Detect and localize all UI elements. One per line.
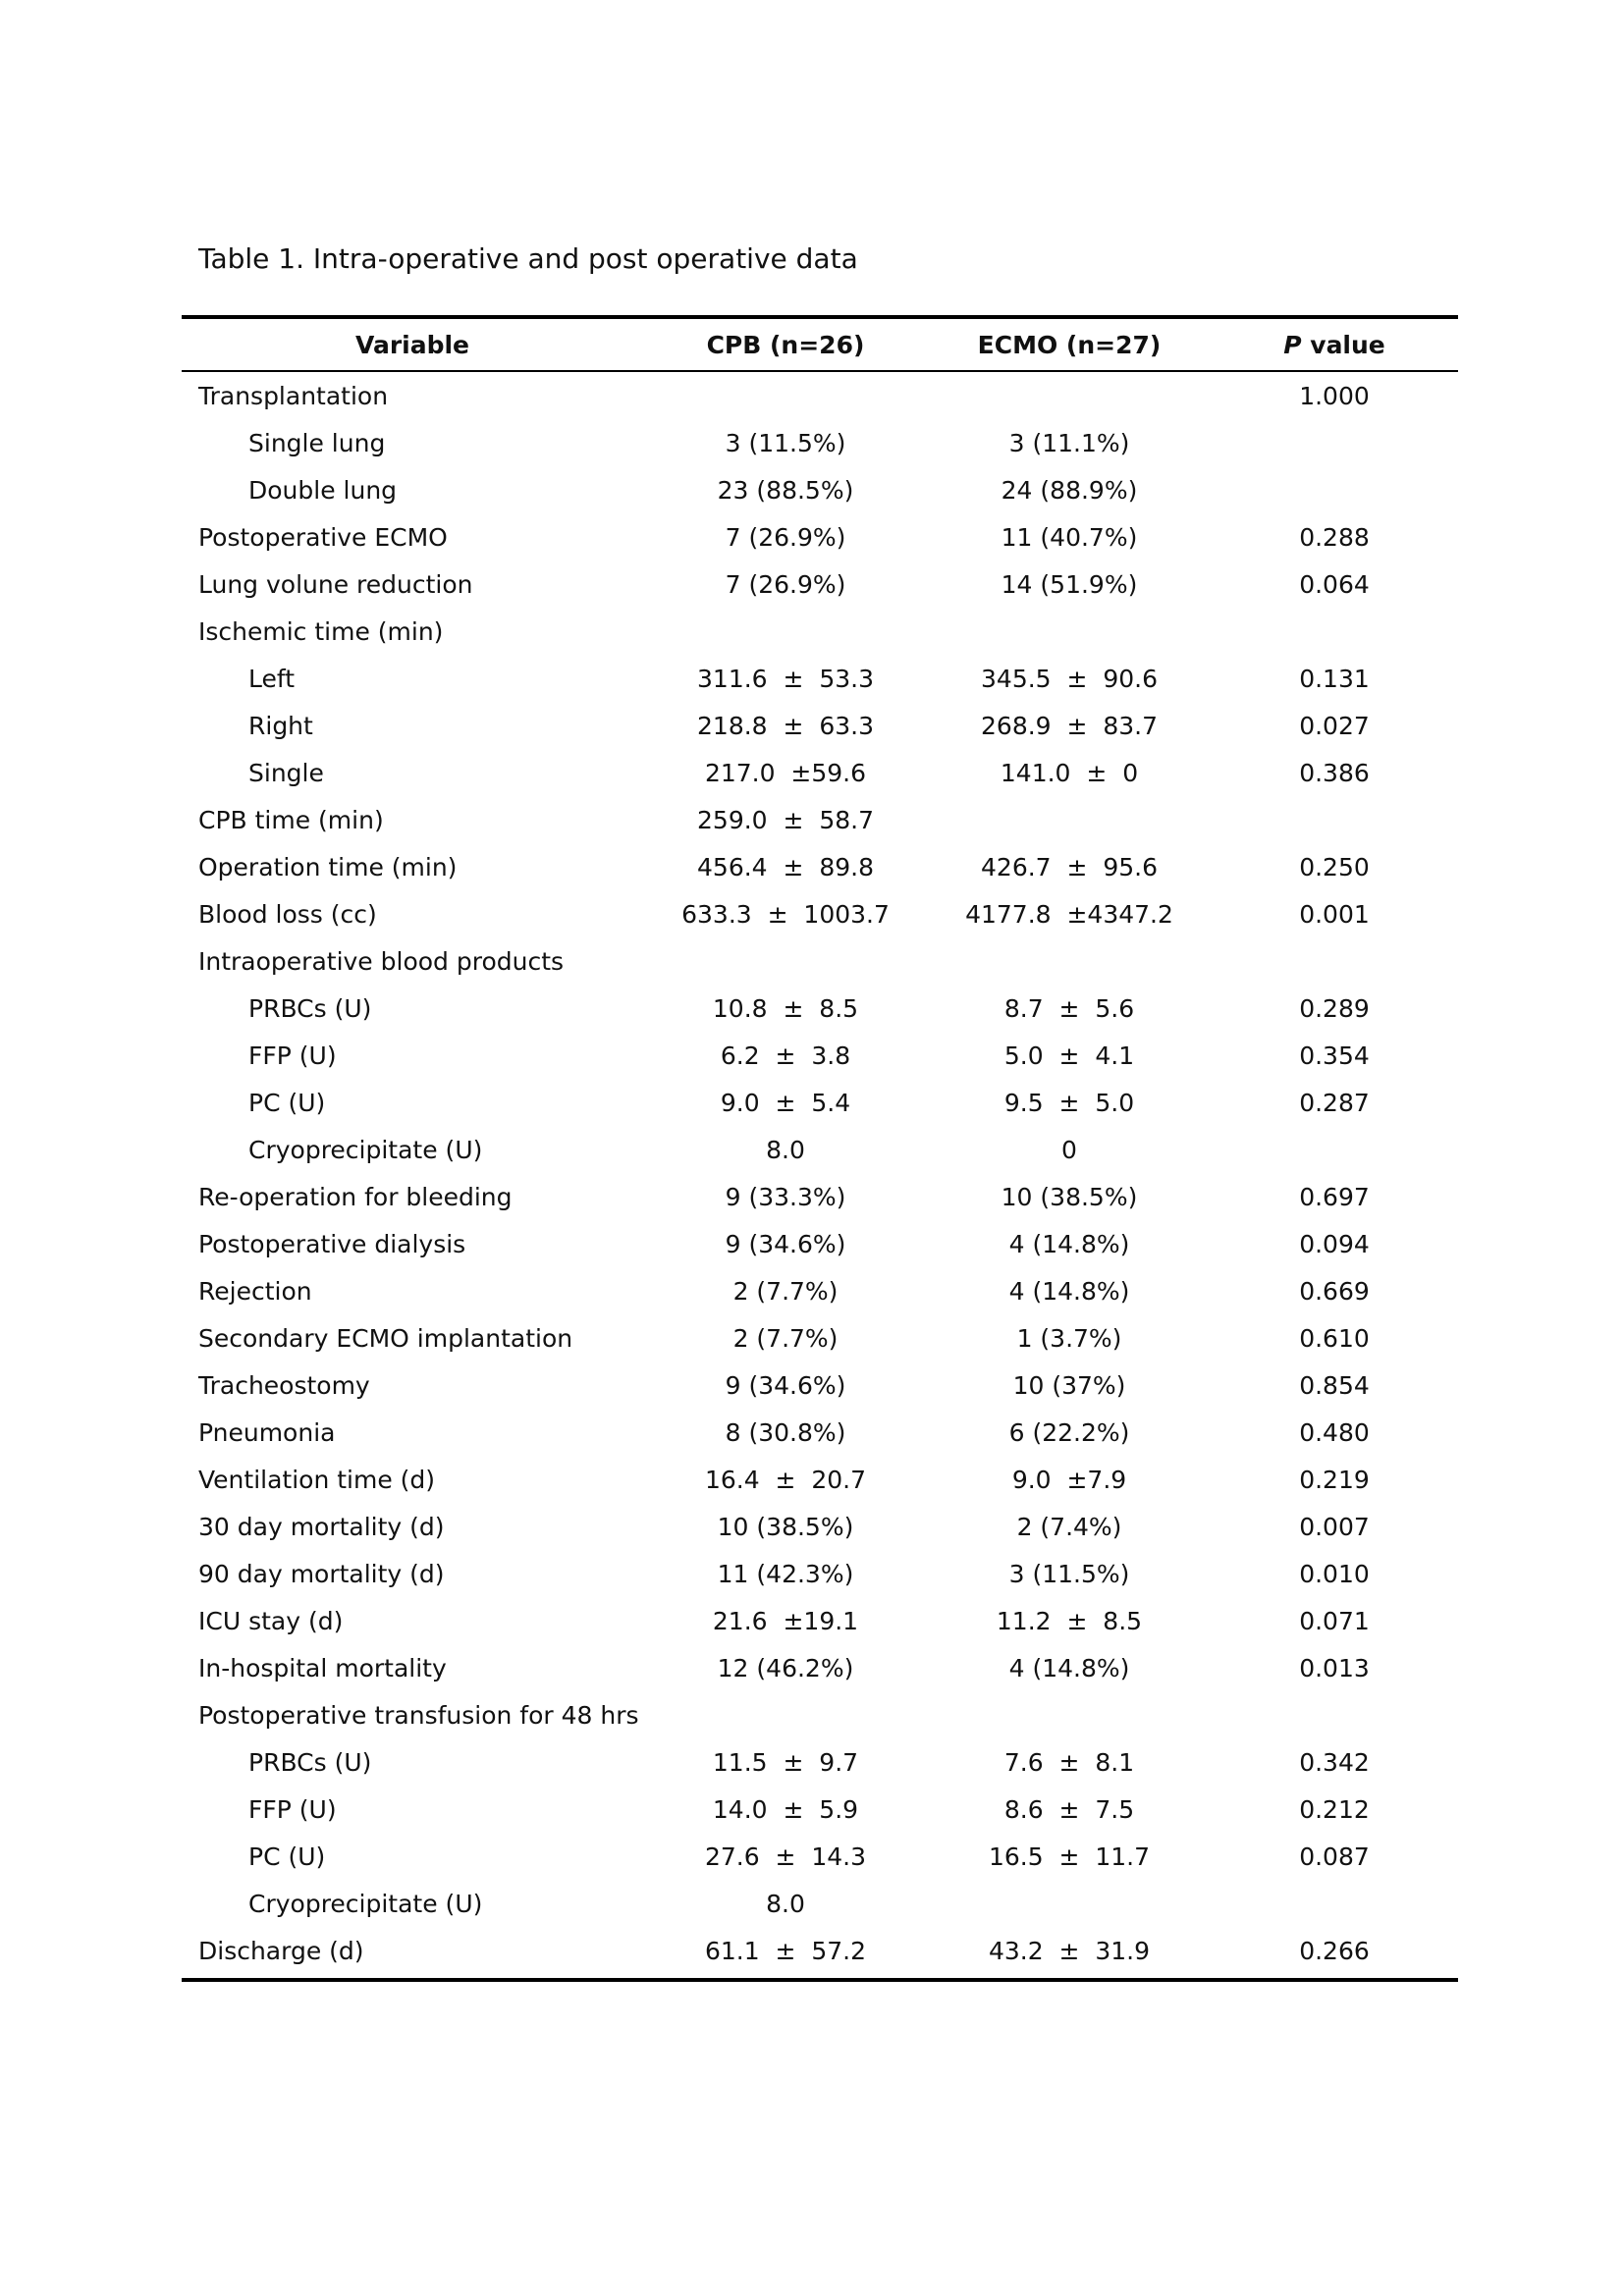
cell-variable: Right xyxy=(248,711,313,740)
table-row xyxy=(182,655,1458,702)
cell-variable: 30 day mortality (d) xyxy=(198,1512,445,1541)
table-row xyxy=(182,1503,1458,1550)
cell-variable: Single xyxy=(248,758,324,787)
table-row xyxy=(182,1314,1458,1362)
cell-cpb: 11 (42.3%) xyxy=(717,1559,854,1588)
cell-cpb: 9.0 ± 5.4 xyxy=(720,1088,851,1117)
cell-ecmo: 10 (38.5%) xyxy=(1001,1182,1138,1211)
cell-variable: CPB time (min) xyxy=(198,805,384,834)
table-row xyxy=(182,1126,1458,1173)
cell-cpb: 7 (26.9%) xyxy=(725,522,846,552)
table-row xyxy=(182,1032,1458,1079)
cell-p-value: 0.697 xyxy=(1299,1182,1370,1211)
table-row xyxy=(182,702,1458,749)
cell-p-value: 0.013 xyxy=(1299,1653,1370,1682)
cell-cpb: 23 (88.5%) xyxy=(717,475,854,505)
cell-ecmo: 3 (11.5%) xyxy=(1008,1559,1130,1588)
table-row xyxy=(182,749,1458,796)
table-row xyxy=(182,937,1458,985)
cell-p-value: 0.071 xyxy=(1299,1606,1370,1635)
cell-variable: Ventilation time (d) xyxy=(198,1465,436,1494)
table-row xyxy=(182,419,1458,466)
cell-variable: Operation time (min) xyxy=(198,852,458,881)
table-row xyxy=(182,1550,1458,1597)
cell-p-value: 0.027 xyxy=(1299,711,1370,740)
table-row xyxy=(182,1079,1458,1126)
cell-p-value: 0.007 xyxy=(1299,1512,1370,1541)
cell-cpb: 8 (30.8%) xyxy=(725,1417,846,1447)
cell-cpb: 8.0 xyxy=(766,1135,805,1164)
cell-cpb: 218.8 ± 63.3 xyxy=(697,711,874,740)
cell-cpb: 10.8 ± 8.5 xyxy=(712,993,859,1023)
cell-p-value: 0.289 xyxy=(1299,993,1370,1023)
cell-variable: Cryoprecipitate (U) xyxy=(248,1135,483,1164)
cell-ecmo: 4 (14.8%) xyxy=(1008,1229,1130,1258)
table-row xyxy=(182,1173,1458,1220)
cell-cpb: 9 (34.6%) xyxy=(725,1370,846,1400)
cell-ecmo: 7.6 ± 8.1 xyxy=(1003,1747,1135,1777)
cell-variable: 90 day mortality (d) xyxy=(198,1559,445,1588)
cell-p-value: 0.001 xyxy=(1299,899,1370,929)
cell-variable: Transplantation xyxy=(198,381,389,410)
cell-ecmo: 16.5 ± 11.7 xyxy=(988,1842,1151,1871)
table-row xyxy=(182,466,1458,513)
cell-ecmo: 4 (14.8%) xyxy=(1008,1276,1130,1306)
cell-cpb: 10 (38.5%) xyxy=(717,1512,854,1541)
table-row xyxy=(182,1267,1458,1314)
cell-cpb: 8.0 xyxy=(766,1889,805,1918)
cell-cpb: 217.0 ±59.6 xyxy=(704,758,867,787)
cell-ecmo: 5.0 ± 4.1 xyxy=(1003,1041,1135,1070)
cell-ecmo: 141.0 ± 0 xyxy=(1000,758,1139,787)
table-body xyxy=(182,372,1458,1978)
cell-ecmo: 8.7 ± 5.6 xyxy=(1003,993,1135,1023)
cell-ecmo: 9.5 ± 5.0 xyxy=(1003,1088,1135,1117)
cell-ecmo: 8.6 ± 7.5 xyxy=(1003,1794,1135,1824)
table-header-row xyxy=(182,319,1458,372)
cell-p-value: 0.386 xyxy=(1299,758,1370,787)
cell-variable: Re-operation for bleeding xyxy=(198,1182,513,1211)
cell-ecmo: 14 (51.9%) xyxy=(1001,569,1138,599)
cell-cpb: 11.5 ± 9.7 xyxy=(712,1747,859,1777)
cell-variable: Postoperative ECMO xyxy=(198,522,448,552)
cell-p-value: 0.219 xyxy=(1299,1465,1370,1494)
cell-cpb: 456.4 ± 89.8 xyxy=(697,852,874,881)
table-row xyxy=(182,796,1458,843)
table-row xyxy=(182,1409,1458,1456)
cell-ecmo: 6 (22.2%) xyxy=(1008,1417,1130,1447)
table-row xyxy=(182,1927,1458,1974)
table-row xyxy=(182,985,1458,1032)
cell-cpb: 2 (7.7%) xyxy=(732,1323,839,1353)
cell-p-value: 0.266 xyxy=(1299,1936,1370,1965)
cell-ecmo: 426.7 ± 95.6 xyxy=(981,852,1158,881)
data-table xyxy=(182,315,1458,1982)
cell-variable: Rejection xyxy=(198,1276,312,1306)
table-row xyxy=(182,513,1458,561)
cell-cpb: 27.6 ± 14.3 xyxy=(704,1842,867,1871)
cell-cpb: 9 (34.6%) xyxy=(725,1229,846,1258)
cell-variable: PC (U) xyxy=(248,1088,326,1117)
cell-ecmo: 9.0 ±7.9 xyxy=(1011,1465,1127,1494)
table-row xyxy=(182,1833,1458,1880)
cell-variable: Postoperative transfusion for 48 hrs xyxy=(198,1700,639,1730)
cell-p-value: 0.250 xyxy=(1299,852,1370,881)
header-p-rest: value xyxy=(1301,330,1385,359)
cell-cpb: 6.2 ± 3.8 xyxy=(720,1041,851,1070)
table-caption: Table 1. Intra-operative and post operative data xyxy=(198,242,858,275)
cell-cpb: 21.6 ±19.1 xyxy=(712,1606,859,1635)
table-row xyxy=(182,1644,1458,1691)
header-ecmo: ECMO (n=27) xyxy=(977,330,1162,359)
cell-p-value: 1.000 xyxy=(1299,381,1370,410)
table-row xyxy=(182,1220,1458,1267)
table-row xyxy=(182,1691,1458,1738)
header-p-value xyxy=(1211,331,1458,359)
header-variable: Variable xyxy=(354,330,470,359)
cell-cpb: 311.6 ± 53.3 xyxy=(697,664,874,693)
cell-ecmo: 268.9 ± 83.7 xyxy=(981,711,1158,740)
cell-p-value: 0.094 xyxy=(1299,1229,1370,1258)
cell-ecmo: 43.2 ± 31.9 xyxy=(988,1936,1151,1965)
cell-variable: ICU stay (d) xyxy=(198,1606,344,1635)
cell-variable: Double lung xyxy=(248,475,398,505)
table-row xyxy=(182,1786,1458,1833)
cell-variable: FFP (U) xyxy=(248,1041,337,1070)
cell-cpb: 9 (33.3%) xyxy=(725,1182,846,1211)
cell-variable: Discharge (d) xyxy=(198,1936,364,1965)
cell-p-value: 0.212 xyxy=(1299,1794,1370,1824)
table-row xyxy=(182,890,1458,937)
cell-variable: PC (U) xyxy=(248,1842,326,1871)
table-row xyxy=(182,1738,1458,1786)
cell-variable: Cryoprecipitate (U) xyxy=(248,1889,483,1918)
cell-variable: PRBCs (U) xyxy=(248,993,372,1023)
cell-cpb: 2 (7.7%) xyxy=(732,1276,839,1306)
cell-ecmo: 11.2 ± 8.5 xyxy=(996,1606,1143,1635)
cell-variable: In-hospital mortality xyxy=(198,1653,447,1682)
table-row xyxy=(182,843,1458,890)
cell-variable: Lung volune reduction xyxy=(198,569,473,599)
cell-p-value: 0.342 xyxy=(1299,1747,1370,1777)
cell-p-value: 0.354 xyxy=(1299,1041,1370,1070)
table-row xyxy=(182,1456,1458,1503)
table-row xyxy=(182,561,1458,608)
cell-ecmo: 10 (37%) xyxy=(1012,1370,1126,1400)
cell-cpb: 7 (26.9%) xyxy=(725,569,846,599)
table-row xyxy=(182,1362,1458,1409)
cell-variable: Secondary ECMO implantation xyxy=(198,1323,573,1353)
cell-variable: Ischemic time (min) xyxy=(198,616,444,646)
cell-ecmo: 1 (3.7%) xyxy=(1016,1323,1122,1353)
cell-ecmo: 0 xyxy=(1061,1135,1077,1164)
cell-ecmo: 11 (40.7%) xyxy=(1001,522,1138,552)
cell-ecmo: 4 (14.8%) xyxy=(1008,1653,1130,1682)
cell-p-value: 0.480 xyxy=(1299,1417,1370,1447)
cell-variable: Pneumonia xyxy=(198,1417,336,1447)
cell-cpb: 16.4 ± 20.7 xyxy=(704,1465,867,1494)
cell-variable: Left xyxy=(248,664,296,693)
cell-cpb: 633.3 ± 1003.7 xyxy=(681,899,890,929)
header-cpb: CPB (n=26) xyxy=(706,330,865,359)
cell-p-value: 0.610 xyxy=(1299,1323,1370,1353)
cell-cpb: 259.0 ± 58.7 xyxy=(697,805,874,834)
cell-variable: Intraoperative blood products xyxy=(198,946,565,976)
table-row xyxy=(182,1880,1458,1927)
cell-p-value: 0.087 xyxy=(1299,1842,1370,1871)
cell-variable: Blood loss (cc) xyxy=(198,899,377,929)
header-p-letter: P xyxy=(1283,330,1302,359)
cell-ecmo: 24 (88.9%) xyxy=(1001,475,1138,505)
cell-p-value: 0.064 xyxy=(1299,569,1370,599)
cell-variable: Single lung xyxy=(248,428,386,457)
cell-variable: FFP (U) xyxy=(248,1794,337,1824)
cell-cpb: 61.1 ± 57.2 xyxy=(704,1936,867,1965)
cell-ecmo: 2 (7.4%) xyxy=(1016,1512,1122,1541)
cell-p-value: 0.287 xyxy=(1299,1088,1370,1117)
cell-variable: Tracheostomy xyxy=(198,1370,370,1400)
table-row xyxy=(182,1597,1458,1644)
cell-p-value: 0.010 xyxy=(1299,1559,1370,1588)
table-row xyxy=(182,608,1458,655)
cell-cpb: 14.0 ± 5.9 xyxy=(712,1794,859,1824)
cell-p-value: 0.669 xyxy=(1299,1276,1370,1306)
cell-ecmo: 3 (11.1%) xyxy=(1008,428,1130,457)
table-row xyxy=(182,372,1458,419)
cell-p-value: 0.854 xyxy=(1299,1370,1370,1400)
cell-p-value: 0.131 xyxy=(1299,664,1370,693)
cell-cpb: 3 (11.5%) xyxy=(725,428,846,457)
cell-variable: PRBCs (U) xyxy=(248,1747,372,1777)
cell-variable: Postoperative dialysis xyxy=(198,1229,466,1258)
cell-ecmo: 345.5 ± 90.6 xyxy=(981,664,1158,693)
cell-ecmo: 4177.8 ±4347.2 xyxy=(965,899,1173,929)
cell-p-value: 0.288 xyxy=(1299,522,1370,552)
cell-cpb: 12 (46.2%) xyxy=(717,1653,854,1682)
